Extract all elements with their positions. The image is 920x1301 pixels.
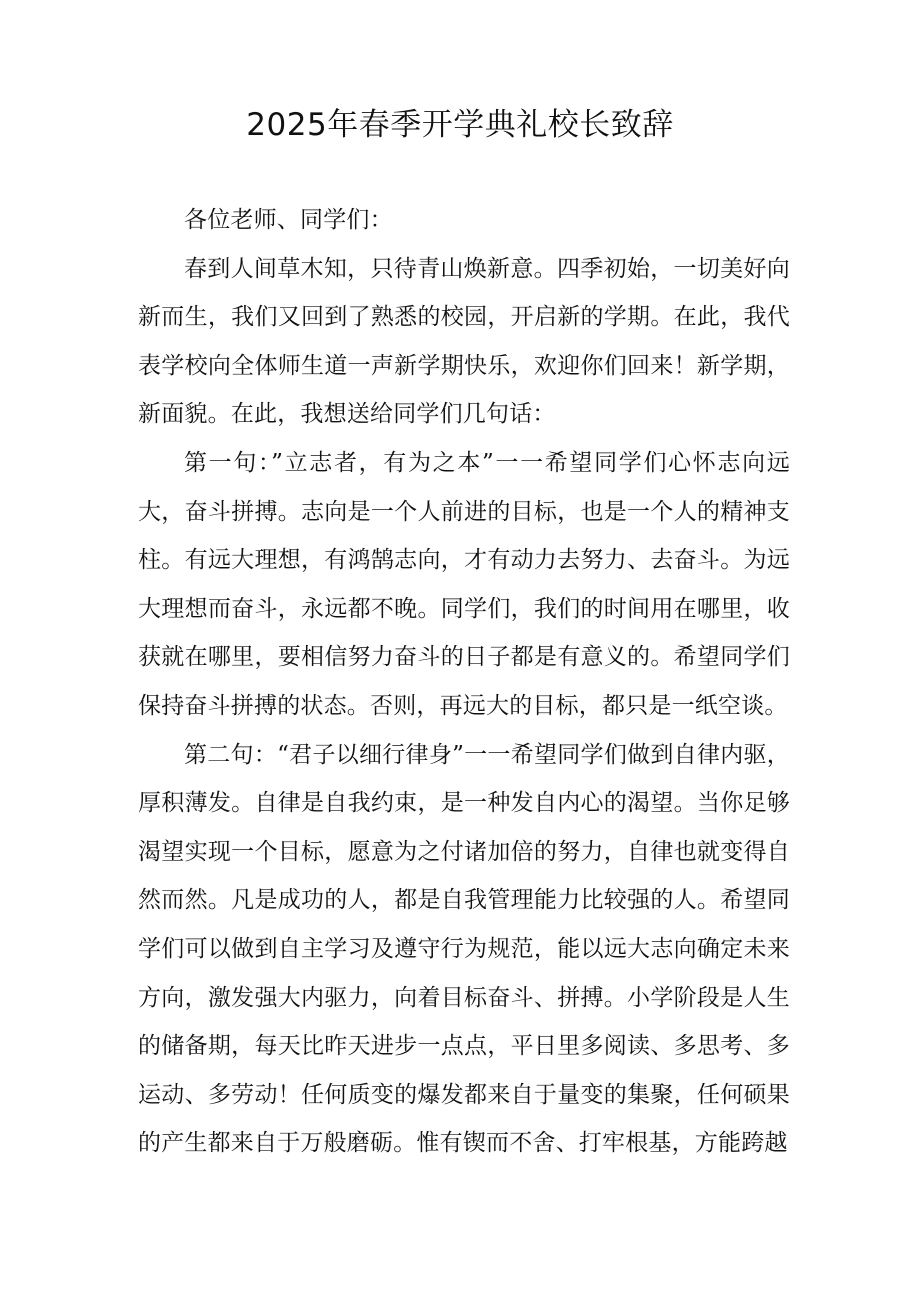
document-title: 2025年春季开学典礼校长致辞 — [246, 107, 674, 143]
document-body — [138, 196, 790, 1168]
paragraph-second-saying: 第二句：“君子以细行律身”一一希望同学们做到自律内驱，厚积薄发。自律是自我约束，是一种发自内心的渴望。当你足够渴望实现一个目标，愿意为之付诸加倍的努力，自律也就变得自然而然。凡是成功的人，都是自我管理能力比较强的人。希望同学们可以做到自主学习及遵守行为规范，能以远大志向确定未来方向，激发强大内驱力，向着目标奋斗、拼搏。小学阶段是人生的储备期，每天比昨天进步一点点，平日里多阅读、多思考、多运动、多劳动！任何质变的爆发都来自于量变的集聚，任何硕果的产生都来自于万般磨砺。惟有锲而不舍、打牢根基，方能跨越 — [138, 741, 790, 1157]
paragraph-first-saying: 第一句：”立志者，有为之本”一一希望同学们心怀志向远大，奋斗拼搏。志向是一个人前进的目标，也是一个人的精神支柱。有远大理想，有鸿鹄志向，才有动力去努力、去奋斗。为远大理想而奋斗，永远都不晚。同学们，我们的时间用在哪里，收获就在哪里，要相信努力奋斗的日子都是有意义的。希望同学们保持奋斗拼搏的状态。否则，再远大的目标，都只是一纸空谈。 — [138, 449, 790, 719]
greeting: 各位老师、同学们： — [184, 207, 393, 233]
paragraph-intro: 春到人间草木知，只待青山焕新意。四季初始，一切美好向新而生，我们又回到了熟悉的校园，开启新的学期。在此，我代表学校向全体师生道一声新学期快乐，欢迎你们回来！新学期，新面貌。在此，我想送给同学们几句话： — [138, 255, 790, 428]
